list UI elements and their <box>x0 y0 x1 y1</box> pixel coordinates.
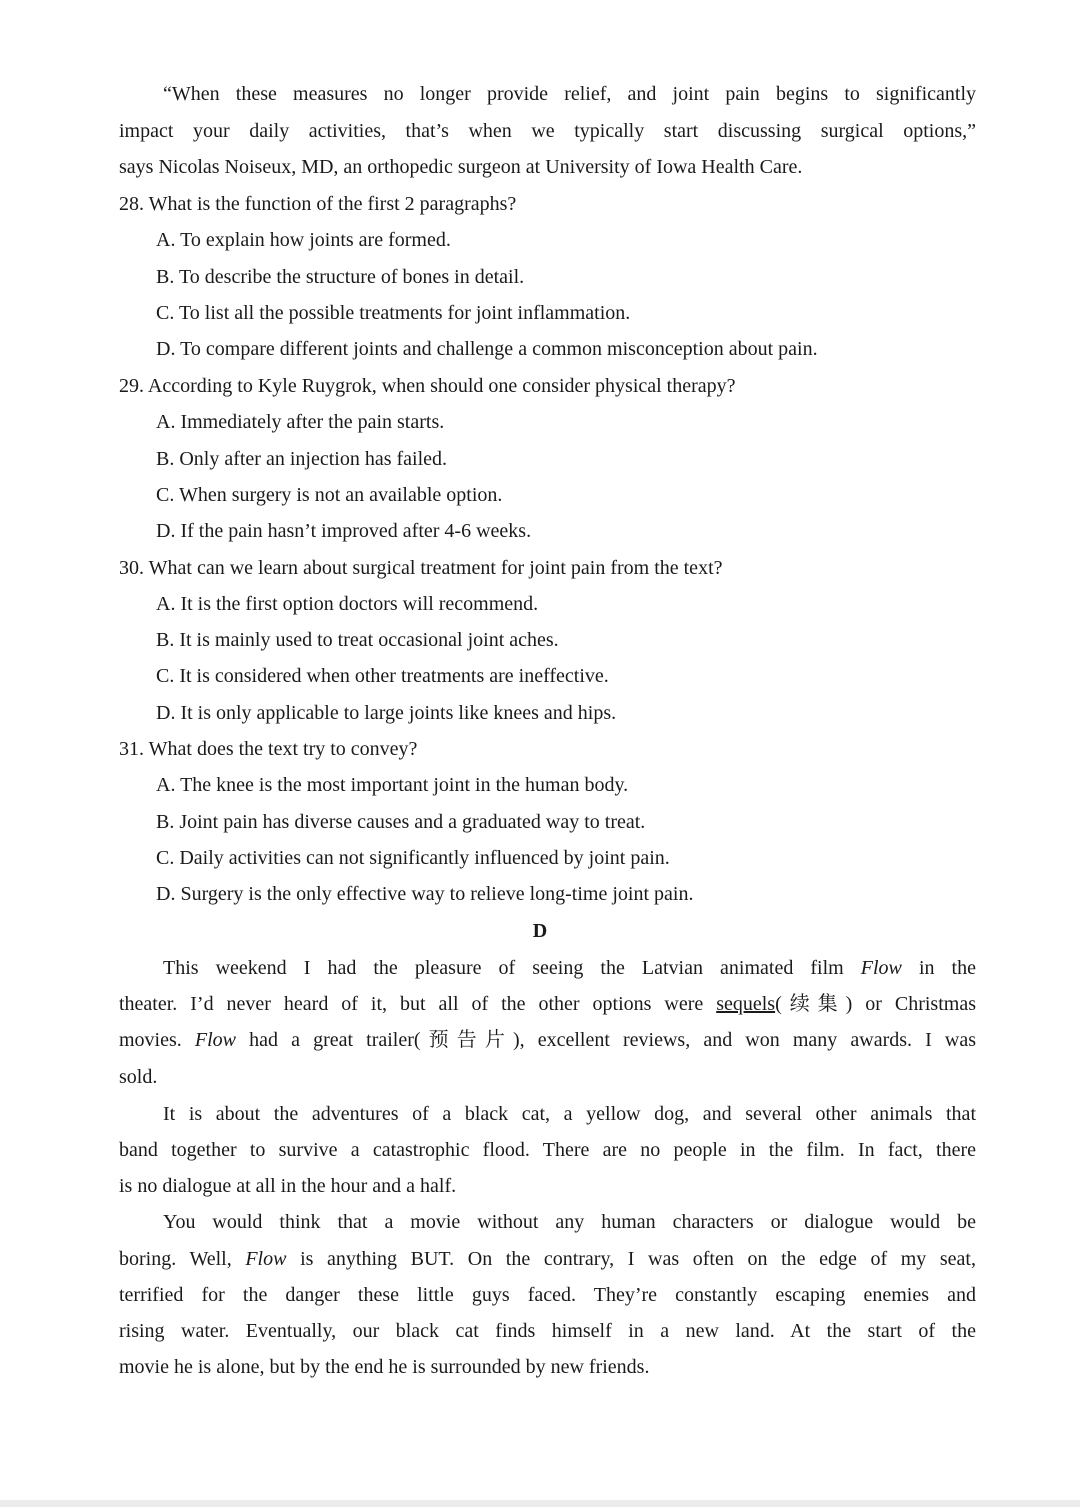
intro-paragraph-line-3: says Nicolas Noiseux, MD, an orthopedic surgeon at University of Iowa Health Care. <box>119 156 803 178</box>
section-d-paragraph-3-line-3: terrified for the danger these little guys faced. They’re constantly escaping enemies and <box>119 1284 976 1306</box>
question-31-option-b: B. Joint pain has diverse causes and a graduated way to treat. <box>156 811 646 833</box>
page-bottom-edge <box>0 1500 1080 1507</box>
text-run: in the <box>901 957 976 979</box>
question-30-stem: 30. What can we learn about surgical treatment for joint pain from the text? <box>119 557 723 579</box>
section-d-paragraph-1-line-2 <box>119 990 976 1018</box>
question-29-option-a: A. Immediately after the pain starts. <box>156 411 445 433</box>
text-run: is anything BUT. On the contrary, I was often on the edge of my seat, <box>286 1248 976 1270</box>
text-run: had a great trailer(预告片), excellent reviews, and won many awards. I was <box>236 1029 976 1051</box>
section-d-paragraph-3-line-4: rising water. Eventually, our black cat finds himself in a new land. At the start of the <box>119 1320 976 1342</box>
question-28-stem: 28. What is the function of the first 2 paragraphs? <box>119 193 517 215</box>
film-title-italic: Flow <box>194 1029 237 1051</box>
text-run: movies. <box>119 1029 195 1051</box>
question-30-option-d: D. It is only applicable to large joints like knees and hips. <box>156 702 617 724</box>
question-31-option-a: A. The knee is the most important joint in the human body. <box>156 774 629 796</box>
question-30-option-c: C. It is considered when other treatments are ineffective. <box>156 665 609 687</box>
text-run: This weekend I had the pleasure of seeing the Latvian animated film <box>163 957 861 979</box>
text-run: theater. I’d never heard of it, but all of the other options were <box>119 993 717 1015</box>
section-d-paragraph-2-line-1: It is about the adventures of a black cat, a yellow dog, and several other animals that <box>163 1103 976 1125</box>
question-31-option-c: C. Daily activities can not significantly influenced by joint pain. <box>156 847 670 869</box>
section-d-paragraph-3-line-2 <box>119 1245 976 1273</box>
section-d-paragraph-3-line-5: movie he is alone, but by the end he is surrounded by new friends. <box>119 1356 650 1378</box>
section-d-paragraph-1-line-3 <box>119 1026 976 1054</box>
intro-paragraph-line-1: “When these measures no longer provide relief, and joint pain begins to significantly <box>163 83 976 105</box>
underlined-word: sequels <box>716 993 776 1015</box>
question-28-option-d: D. To compare different joints and challenge a common misconception about pain. <box>156 338 818 360</box>
intro-paragraph-line-2: impact your daily activities, that’s when we typically start discussing surgical options,” <box>119 120 976 142</box>
question-29-stem: 29. According to Kyle Ruygrok, when should one consider physical therapy? <box>119 375 736 397</box>
film-title-italic: Flow <box>860 957 902 979</box>
question-30-option-a: A. It is the first option doctors will recommend. <box>156 593 539 615</box>
section-d-paragraph-1-line-4: sold. <box>119 1066 158 1088</box>
question-29-option-b: B. Only after an injection has failed. <box>156 448 448 470</box>
section-d-paragraph-3-line-1: You would think that a movie without any human characters or dialogue would be <box>163 1211 976 1233</box>
text-run: boring. Well, <box>119 1248 246 1270</box>
section-d-paragraph-1-line-1 <box>163 954 976 982</box>
question-30-option-b: B. It is mainly used to treat occasional joint aches. <box>156 629 559 651</box>
section-d-title: D <box>532 920 548 942</box>
question-28-option-b: B. To describe the structure of bones in detail. <box>156 266 525 288</box>
section-d-paragraph-2-line-2: band together to survive a catastrophic flood. There are no people in the film. In fact, there <box>119 1139 976 1161</box>
question-28-option-a: A. To explain how joints are formed. <box>156 229 451 251</box>
question-31-option-d: D. Surgery is the only effective way to relieve long-time joint pain. <box>156 883 694 905</box>
text-run: (续集) or Christmas <box>775 993 976 1015</box>
question-28-option-c: C. To list all the possible treatments for joint inflammation. <box>156 302 631 324</box>
section-d-paragraph-2-line-3: is no dialogue at all in the hour and a half. <box>119 1175 457 1197</box>
question-29-option-c: C. When surgery is not an available option. <box>156 484 503 506</box>
question-29-option-d: D. If the pain hasn’t improved after 4-6 weeks. <box>156 520 532 542</box>
film-title-italic: Flow <box>245 1248 287 1270</box>
question-31-stem: 31. What does the text try to convey? <box>119 738 418 760</box>
